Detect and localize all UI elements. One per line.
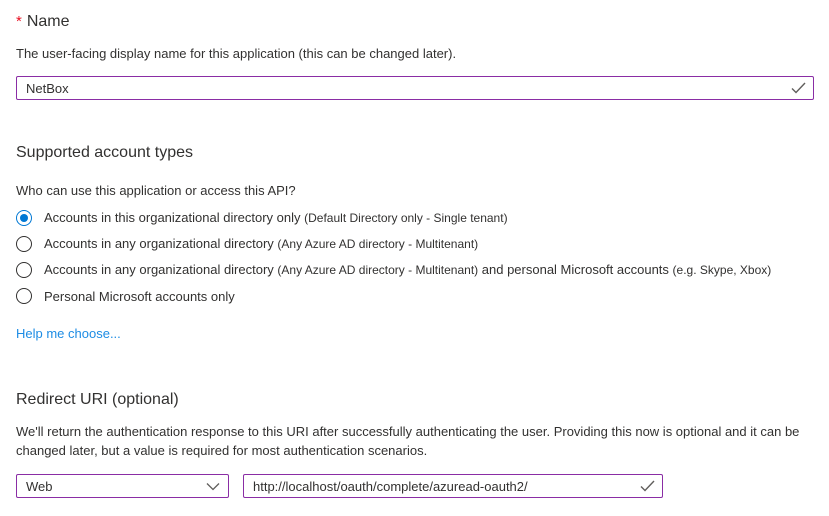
account-type-option-4[interactable] [16,283,814,309]
account-type-option-label: Personal Microsoft accounts only [44,288,235,304]
supported-account-types-section [16,143,814,343]
account-types-title: Supported account types [16,144,194,161]
redirect-uri-title: Redirect URI (optional) [16,391,179,408]
account-type-option-label: Accounts in any organizational directory (Any Azure AD directory - Multitenant) [44,236,479,251]
account-type-option-1[interactable] [16,205,814,231]
name-description: The user-facing display name for this application (this can be changed later). [16,46,457,61]
redirect-uri-description: We'll return the authentication response to this URI after successfully authenticating the user. Providing this now is optional and it can be changed later, but a value is required for most authentication scenarios. [16,424,800,458]
name-section [16,12,814,100]
account-type-option-3[interactable] [16,257,814,283]
redirect-uri-controls [16,474,814,498]
redirect-uri-field-wrapper [243,474,663,498]
name-section-title [16,12,814,32]
radio-unselected-icon[interactable] [16,288,32,304]
name-field-wrapper [16,76,814,100]
required-asterisk: * [16,13,22,30]
name-input[interactable] [16,76,814,100]
radio-selected-icon[interactable] [16,210,32,226]
radio-unselected-icon[interactable] [16,236,32,252]
account-type-option-label: Accounts in any organizational directory (Any Azure AD directory - Multitenant) and personal Microsoft accounts (e.g. Skype, Xbox) [44,262,772,277]
chevron-down-icon [206,482,220,491]
redirect-uri-section [16,390,814,498]
account-type-option-2[interactable] [16,231,814,257]
platform-select[interactable] [16,474,229,498]
platform-select-value: Web [26,478,53,494]
redirect-uri-input[interactable] [243,474,663,498]
account-types-question: Who can use this application or access this API? [16,183,296,198]
help-me-choose-link[interactable]: Help me choose... [16,326,121,341]
radio-unselected-icon[interactable] [16,262,32,278]
name-title-text: Name [26,13,70,30]
account-type-options [16,205,814,309]
account-type-option-label: Accounts in this organizational directory only (Default Directory only - Single tenant) [44,210,508,225]
